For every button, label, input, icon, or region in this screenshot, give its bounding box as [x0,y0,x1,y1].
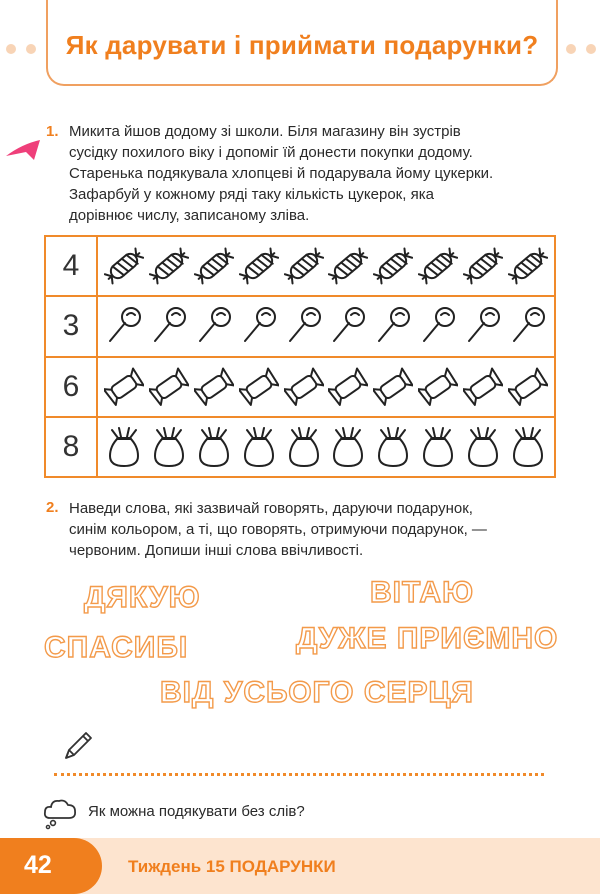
task1-line: сусідку похилого віку і допоміг їй донести покупки додому. [69,144,473,161]
title-box [46,0,558,86]
task1-line: Старенька подякувала хлопцеві й подарувала йому цукерки. [69,165,494,182]
striped-candy-icon[interactable] [328,243,368,289]
page-number: 42 [24,851,52,879]
row-items[interactable] [98,358,554,416]
striped-candy-icon[interactable] [508,243,548,289]
lollipop-icon[interactable] [194,303,234,349]
task1-number: 1. [46,123,59,140]
lollipop-icon[interactable] [373,303,413,349]
candy-bag-icon[interactable] [239,424,279,470]
candy-bag-icon[interactable] [508,424,548,470]
grid-row [46,358,554,418]
wrapped-candy-icon[interactable] [418,364,458,410]
reflection-question: Як можна подякувати без слів? [88,803,305,820]
row-number: 6 [46,358,98,416]
striped-candy-icon[interactable] [104,243,144,289]
striped-candy-icon[interactable] [149,243,189,289]
striped-candy-icon[interactable] [463,243,503,289]
wrapped-candy-icon[interactable] [239,364,279,410]
striped-candy-icon[interactable] [194,243,234,289]
wrapped-candy-icon[interactable] [328,364,368,410]
candy-grid [44,235,556,478]
candy-bag-icon[interactable] [104,424,144,470]
task2-line: червоним. Допиши інші слова ввічливості. [69,542,364,559]
striped-candy-icon[interactable] [418,243,458,289]
footer [0,838,600,894]
week-label: Тиждень 15 ПОДАРУНКИ [128,857,336,876]
candy-bag-icon[interactable] [194,424,234,470]
task2-line: синім кольором, а ті, що говорять, отримуючи подарунок, — [69,521,487,538]
lollipop-icon[interactable] [463,303,503,349]
candy-bag-icon[interactable] [149,424,189,470]
lollipop-icon[interactable] [284,303,324,349]
page-number-box [0,838,102,894]
candy-bag-icon[interactable] [328,424,368,470]
word-vitayu[interactable]: ВІТАЮ [370,576,475,609]
grid-row [46,418,554,476]
task1-line: Микита йшов додому зі школи. Біля магазину він зустрів [69,123,461,140]
row-items[interactable] [98,237,554,295]
wrapped-candy-icon[interactable] [284,364,324,410]
grid-row [46,237,554,297]
word-spasybi[interactable]: СПАСИБІ [44,631,189,664]
striped-candy-icon[interactable] [373,243,413,289]
candy-bag-icon[interactable] [373,424,413,470]
lollipop-icon[interactable] [508,303,548,349]
wrapped-candy-icon[interactable] [104,364,144,410]
wrapped-candy-icon[interactable] [194,364,234,410]
lollipop-icon[interactable] [418,303,458,349]
thought-cloud-icon [42,796,78,830]
candy-bag-icon[interactable] [418,424,458,470]
striped-candy-icon[interactable] [239,243,279,289]
task2-text [69,498,487,561]
lollipop-icon[interactable] [149,303,189,349]
task1-line: дорівнює числу, записаному зліва. [69,207,310,224]
task1-text [69,121,493,226]
word-dyakuyu[interactable]: ДЯКУЮ [84,581,201,614]
row-number: 4 [46,237,98,295]
writing-line[interactable] [54,773,544,776]
pointer-arrow-icon [4,136,44,164]
lollipop-icon[interactable] [104,303,144,349]
row-number: 8 [46,418,98,476]
task2-line: Наведи слова, які зазвичай говорять, даруючи подарунок, [69,500,473,517]
page-title: Як дарувати і приймати подарунки? [65,30,539,60]
wrapped-candy-icon[interactable] [373,364,413,410]
row-items[interactable] [98,297,554,355]
word-vid-usoho-sertsia[interactable]: ВІД УСЬОГО СЕРЦЯ [160,676,474,709]
striped-candy-icon[interactable] [284,243,324,289]
task2-number: 2. [46,499,59,516]
row-items[interactable] [98,418,554,476]
grid-row [46,297,554,357]
lollipop-icon[interactable] [328,303,368,349]
row-number: 3 [46,297,98,355]
candy-bag-icon[interactable] [284,424,324,470]
pencil-icon [60,728,96,764]
wrapped-candy-icon[interactable] [463,364,503,410]
wrapped-candy-icon[interactable] [508,364,548,410]
word-duzhe-pryiemno[interactable]: ДУЖЕ ПРИЄМНО [296,622,559,655]
task1-line: Зафарбуй у кожному ряді таку кількість цукерок, яка [69,186,434,203]
lollipop-icon[interactable] [239,303,279,349]
wrapped-candy-icon[interactable] [149,364,189,410]
decor-dots-right [566,44,600,54]
candy-bag-icon[interactable] [463,424,503,470]
